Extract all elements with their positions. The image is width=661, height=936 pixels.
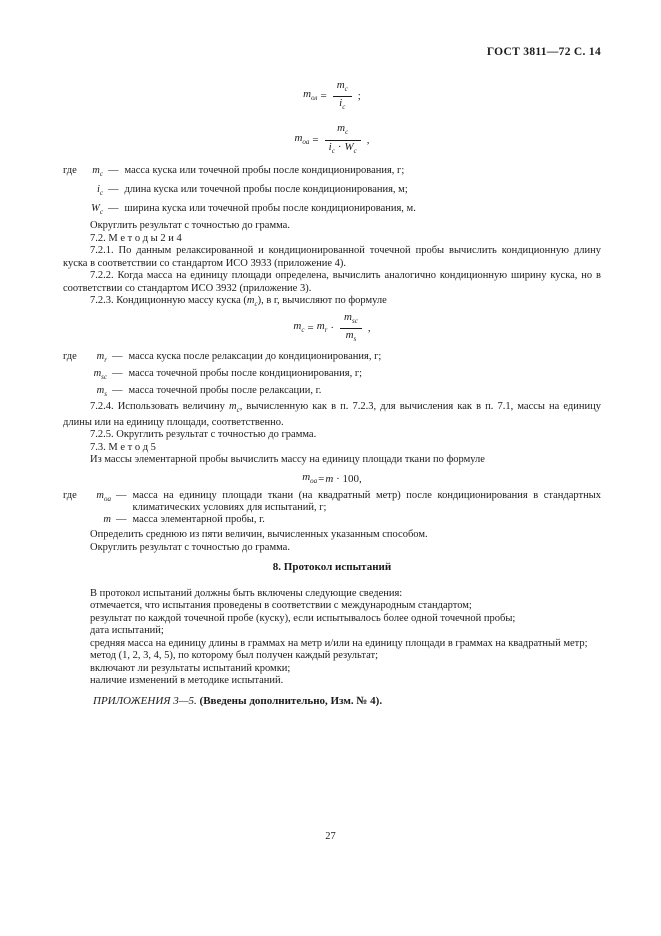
- dash: —: [108, 183, 119, 195]
- para-7-2-4: 7.2.4. Использовать величину $m_c$, вычисленную как в п. 7.2.3, для вычисления как в п. 7.1, массы на единицу длины или на единицу площади, соответственно.: [63, 401, 601, 428]
- formula-lhs: $m_{ол}$: [303, 88, 318, 103]
- definition-text: масса на единицу площади ткани (на квадратный метр) после кондиционирования в стандартных климатических условиях для испытаний, г;: [132, 490, 601, 514]
- symbol: $m_c$: [92, 164, 103, 178]
- equals-sign: =: [320, 90, 327, 103]
- dash: —: [112, 385, 123, 397]
- symbol: $m_{оа}$: [96, 490, 111, 504]
- protocol-item: дата испытаний;: [90, 625, 164, 637]
- formula-rhs: m · 100,: [325, 472, 362, 485]
- definition-text: длина куска или точечной пробы после кондиционирования, м;: [124, 183, 408, 195]
- symbol: $i_c$: [96, 183, 103, 197]
- para-7-2-3: 7.2.3. Кондиционную массу куска $(m_c)$, в г, вычисляют по формуле: [90, 295, 387, 309]
- dash: —: [116, 490, 127, 502]
- formula-punctuation: ,: [366, 133, 370, 146]
- protocol-item: метод (1, 2, 3, 4, 5), по которому был получен каждый результат;: [90, 650, 379, 662]
- dash: —: [112, 368, 123, 380]
- formula-rhs-factor: $m_r$: [316, 319, 328, 335]
- fraction-numerator: $m_{sc}$: [344, 310, 358, 325]
- formula-lhs: $m_{оа}$: [302, 470, 318, 486]
- dash: —: [112, 351, 123, 362]
- fraction: [325, 122, 361, 157]
- formula-lhs: $m_c$: [293, 319, 305, 335]
- protocol-item: В протокол испытаний должны быть включены следующие сведения:: [90, 587, 403, 599]
- section-8-heading: 8. Протокол испытаний: [272, 561, 392, 574]
- formula-mass-per-unit-area: [63, 122, 601, 157]
- equals-sign: =: [318, 472, 325, 485]
- protocol-item: отмечается, что испытания проведены в соответствии с международным стандартом;: [90, 600, 472, 612]
- protocol-item: включают ли результаты испытаний кромки;: [90, 662, 291, 674]
- protocol-item: средняя масса на единицу длины в граммах на метр и/или на единицу площади в граммах на квадратный метр;: [90, 637, 588, 649]
- para-7-3-intro: Из массы элементарной пробы вычислить массу на единицу площади ткани по формуле: [90, 454, 485, 466]
- formula-punctuation: ,: [367, 322, 371, 335]
- page-number: 27: [325, 831, 336, 842]
- para-round-result-1: Округлить результат с точностью до грамма.: [90, 220, 290, 232]
- definition-row: [63, 182, 601, 201]
- multiplication-dot: ·: [330, 322, 335, 335]
- appendix-note-italic: ПРИЛОЖЕНИЯ 3—5.: [93, 694, 197, 707]
- definition-list: [63, 350, 601, 401]
- fraction-denominator: $m_s$: [340, 328, 362, 346]
- definition-text: масса куска после релаксации до кондиционирования, г;: [128, 351, 382, 362]
- symbol: $m_r$: [96, 351, 107, 365]
- fraction: [340, 311, 362, 346]
- definition-list: [63, 163, 601, 220]
- formula-mass-per-unit-length: [63, 79, 601, 114]
- definition-row: [63, 367, 601, 384]
- para-round-result-2: Округлить результат с точностью до грамма.: [90, 541, 290, 553]
- definition-row: [63, 350, 601, 367]
- definition-text: масса точечной пробы после релаксации, г.: [128, 385, 322, 397]
- symbol: m: [103, 514, 111, 526]
- definition-row: [63, 201, 601, 220]
- definition-row: [63, 384, 601, 401]
- formula-punctuation: ;: [357, 90, 361, 103]
- definition-list: [63, 490, 601, 529]
- symbol: $m_{sc}$: [93, 368, 107, 382]
- formula-conditioned-mass: [63, 311, 601, 346]
- dash: —: [108, 164, 119, 176]
- dash: —: [116, 514, 127, 526]
- protocol-item: наличие изменений в методике испытаний.: [90, 675, 284, 687]
- definition-row: [63, 514, 601, 529]
- formula-lhs: $m_{оа}$: [294, 131, 310, 146]
- appendix-note: [63, 695, 601, 708]
- fraction-numerator: $m_c$: [336, 79, 348, 94]
- equals-sign: =: [307, 322, 314, 335]
- definition-text: ширина куска или точечной пробы после кондиционирования, м.: [124, 202, 416, 214]
- formula-mass-per-area-fabric: [63, 470, 601, 488]
- definition-text: масса точечной пробы после кондиционирования, г;: [128, 368, 363, 380]
- symbol: $m_s$: [96, 385, 107, 399]
- para-determine-average: Определить среднюю из пяти величин, вычисленных указанным способом.: [90, 529, 428, 541]
- para-7-2-1: 7.2.1. По данным релаксированной и кондиционированной точечной пробы вычислить кондиционную длину куска в соответствии со стандартом ИСО 3933 (приложение 4).: [63, 245, 601, 269]
- dash: —: [108, 202, 119, 214]
- para-7-2-2: 7.2.2. Когда масса на единицу площади определена, вычислить аналогично кондиционную ширину куска, но в соответствии со стандартом ИСО 3932 (приложение 3).: [63, 270, 601, 294]
- definition-text: масса элементарной пробы, г.: [132, 514, 265, 526]
- fraction-denominator: $i_c$: [333, 96, 352, 114]
- equals-sign: =: [312, 133, 319, 146]
- heading-7-2: 7.2. М е т о д ы 2 и 4: [90, 232, 182, 244]
- where-label: где: [63, 490, 77, 502]
- where-label: где: [63, 351, 77, 362]
- fraction: [333, 79, 352, 114]
- fraction-denominator: $i_c \cdot W_c$: [325, 140, 361, 158]
- where-label: где: [63, 164, 77, 176]
- fraction-numerator: $m_c$: [337, 122, 349, 137]
- para-7-2-5: 7.2.5. Округлить результат с точностью до грамма.: [90, 429, 317, 441]
- definition-row: [63, 163, 601, 182]
- doc-header: ГОСТ 3811—72 С. 14: [486, 46, 601, 58]
- heading-7-3: 7.3. М е т о д 5: [90, 441, 156, 453]
- definition-row: [63, 490, 601, 514]
- appendix-note-bold: (Введены дополнительно, Изм. № 4).: [199, 694, 383, 707]
- protocol-item: результат по каждой точечной пробе (куску), если испытывалось более одной точечной пробы;: [90, 612, 516, 624]
- symbol: $W_c$: [91, 202, 103, 217]
- definition-text: масса куска или точечной пробы после кондиционирования, г;: [124, 164, 405, 176]
